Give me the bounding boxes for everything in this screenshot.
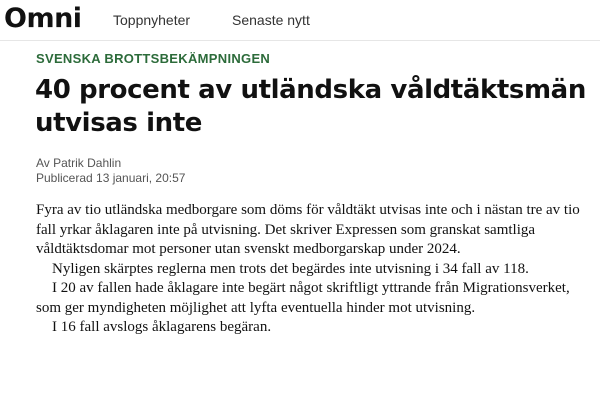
article-body: [36, 201, 592, 338]
nav-link-senaste-nytt[interactable]: Senaste nytt: [232, 12, 310, 28]
published-timestamp: Publicerad 13 januari, 20:57: [36, 171, 186, 185]
nav-link-toppnyheter[interactable]: Toppnyheter: [113, 12, 191, 28]
article-byline: [36, 156, 185, 186]
author-line: Av Patrik Dahlin: [36, 156, 122, 170]
article-headline: 40 procent av utländska våldtäktsmän utvisas inte: [35, 75, 586, 138]
article-paragraph: Nyligen skärptes reglerna men trots det begärdes inte utvisning i 34 fall av 118.: [52, 260, 529, 277]
article-paragraph: I 16 fall avslogs åklagarens begäran.: [52, 319, 272, 335]
article-paragraph-lead: Fyra av tio utländska medborgare som döms för våldtäkt utvisas inte och i nästan tre av tio fall yrkar åklagaren inte på utvisning. Det skriver Expressen som granskat samtliga våldtäktsdomar mot personer utan svenskt medborgarskap under 2024.: [36, 202, 580, 257]
top-navigation-bar: [0, 0, 600, 41]
article-paragraph: I 20 av fallen hade åklagare inte begärt något skriftligt yttrande från Migrationsverket, som ger myndigheten möjlighet att lyfta eventuella hinder mot utvisning.: [36, 280, 570, 316]
topic-kicker[interactable]: SVENSKA BROTTSBEKÄMPNINGEN: [36, 51, 271, 66]
omni-logo[interactable]: Omni: [4, 3, 82, 34]
